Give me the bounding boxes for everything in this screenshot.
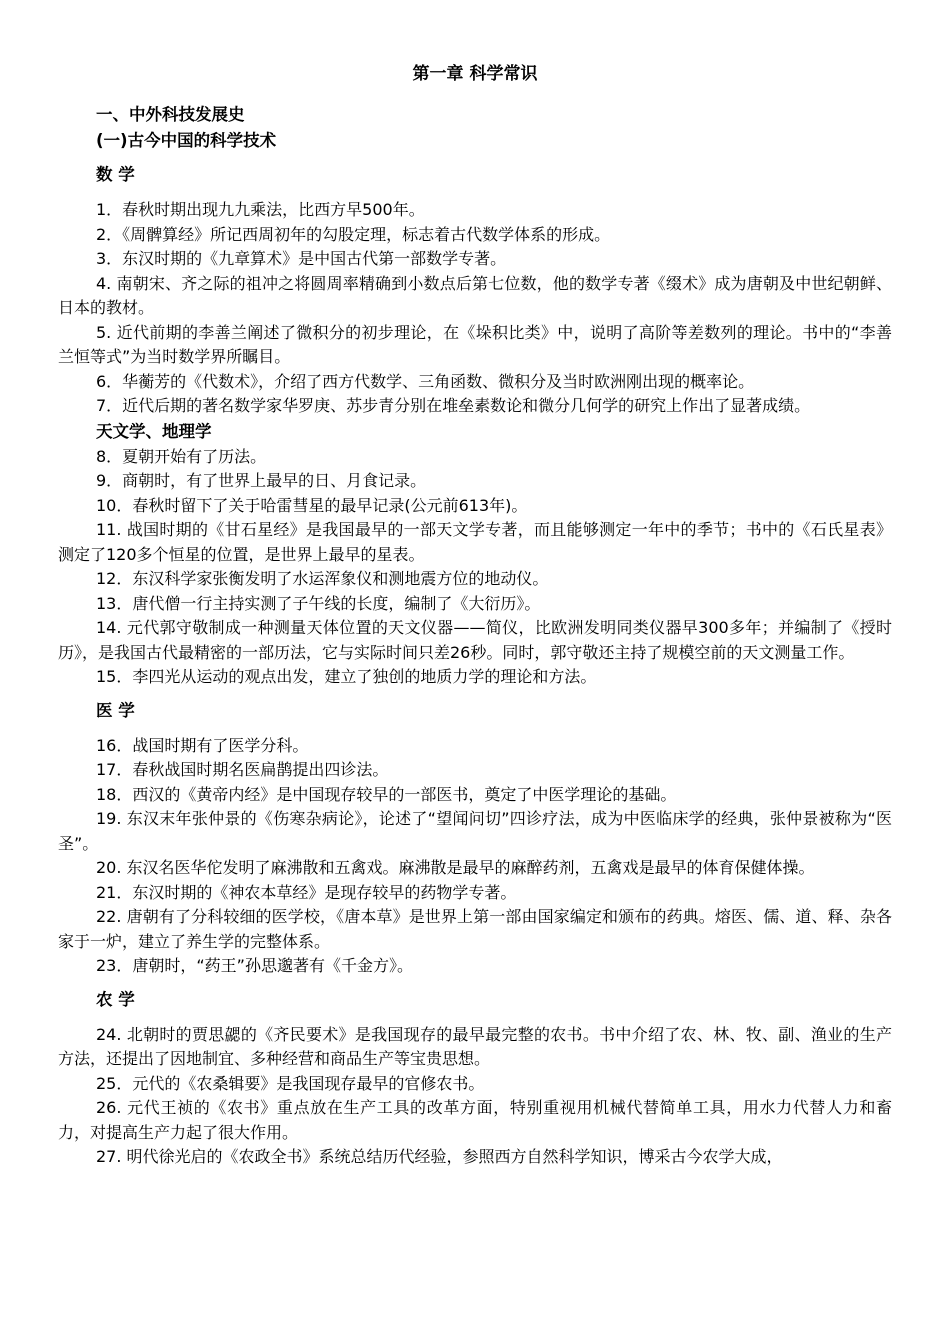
subsection-heading: (一)古今中国的科学技术 xyxy=(96,131,277,150)
list-item: 3．东汉时期的《九章算术》是中国古代第一部数学专著。 xyxy=(96,249,507,268)
list-item: 2．《周髀算经》所记西周初年的勾股定理，标志着古代数学体系的形成。 xyxy=(96,224,611,244)
list-item: 1．春秋时期出现九九乘法，比西方早500年。 xyxy=(96,200,425,219)
list-item: 27. 明代徐光启的《农政全书》系统总结历代经验，参照西方自然科学知识，博采古今农学大成， xyxy=(96,1147,783,1166)
list-item: 11. 战国时期的《甘石星经》是我国最早的一部天文学专著，而且能够测定一年中的季节；书中的《石氏星表》测定了120多个恒星的位置，是世界上最早的星表。 xyxy=(58,520,892,564)
list-item: 8．夏朝开始有了历法。 xyxy=(96,446,267,466)
list-item: 22. 唐朝有了分科较细的医学校，《唐本草》是世界上第一部由国家编定和颁布的药典。熔医、儒、道、释、杂各家于一炉，建立了养生学的完整体系。 xyxy=(58,907,892,951)
topic-heading-math: 数 学 xyxy=(96,165,135,184)
list-item: 20. 东汉名医华佗发明了麻沸散和五禽戏。麻沸散是最早的麻醉药剂，五禽戏是最早的体育保健体操。 xyxy=(96,858,815,877)
list-item: 14. 元代郭守敬制成一种测量天体位置的天文仪器——简仪，比欧洲发明同类仪器早300多年；并编制了《授时历》，是我国古代最精密的一部历法，它与实际时间只差26秒。同时，郭守敬还主持了规模空前的天文测量工作。 xyxy=(58,618,892,662)
section-heading: 一、中外科技发展史 xyxy=(96,105,245,124)
list-item: 9．商朝时，有了世界上最早的日、月食记录。 xyxy=(96,471,427,490)
list-item: 13．唐代僧一行主持实测了子午线的长度，编制了《大衍历》。 xyxy=(96,593,541,613)
list-item: 7．近代后期的著名数学家华罗庚、苏步青分别在堆垒素数论和微分几何学的研究上作出了显著成绩。 xyxy=(96,396,811,415)
topic-heading-agriculture: 农 学 xyxy=(96,989,135,1009)
list-item: 12．东汉科学家张衡发明了水运浑象仪和测地震方位的地动仪。 xyxy=(96,569,549,588)
chapter-title: 第一章 科学常识 xyxy=(412,64,538,84)
list-item: 6．华蘅芳的《代数术》，介绍了西方代数学、三角函数、微积分及当时欧洲刚出现的概率论。 xyxy=(96,371,755,391)
list-item: 18．西汉的《黄帝内经》是中国现存较早的一部医书，奠定了中医学理论的基础。 xyxy=(96,784,677,804)
list-item: 23．唐朝时，“药王”孙思邈著有《千金方》。 xyxy=(96,956,413,975)
list-item: 24. 北朝时的贾思勰的《齐民要术》是我国现存的最早最完整的农书。书中介绍了农、林、牧、副、渔业的生产方法，还提出了因地制宜、多种经营和商品生产等宝贵思想。 xyxy=(58,1024,892,1068)
list-item: 10．春秋时留下了关于哈雷彗星的最早记录(公元前613年)。 xyxy=(96,495,528,515)
topic-heading-astronomy-geography: 天文学、地理学 xyxy=(96,421,212,441)
list-item: 19. 东汉末年张仲景的《伤寒杂病论》，论述了“望闻问切”四诊疗法，成为中医临床学的经典，张仲景被称为“医圣”。 xyxy=(58,809,892,853)
list-item: 26. 元代王祯的《农书》重点放在生产工具的改革方面，特别重视用机械代替简单工具，用水力代替人力和畜力，对提高生产力起了很大作用。 xyxy=(58,1098,892,1142)
list-item: 17．春秋战国时期名医扁鹊提出四诊法。 xyxy=(96,760,389,779)
list-item: 25．元代的《农桑辑要》是我国现存最早的官修农书。 xyxy=(96,1073,485,1093)
list-item: 21．东汉时期的《神农本草经》是现存较早的药物学专著。 xyxy=(96,882,517,902)
list-item: 5. 近代前期的李善兰阐述了微积分的初步理论，在《垛积比类》中，说明了高阶等差数列的理论。书中的“李善兰恒等式”为当时数学界所瞩目。 xyxy=(58,322,892,366)
list-item: 16．战国时期有了医学分科。 xyxy=(96,735,309,755)
list-item: 15．李四光从运动的观点出发，建立了独创的地质力学的理论和方法。 xyxy=(96,667,597,686)
topic-heading-medicine: 医 学 xyxy=(96,700,135,720)
list-item: 4. 南朝宋、齐之际的祖冲之将圆周率精确到小数点后第七位数，他的数学专著《缀术》成为唐朝及中世纪朝鲜、日本的教材。 xyxy=(58,273,892,317)
